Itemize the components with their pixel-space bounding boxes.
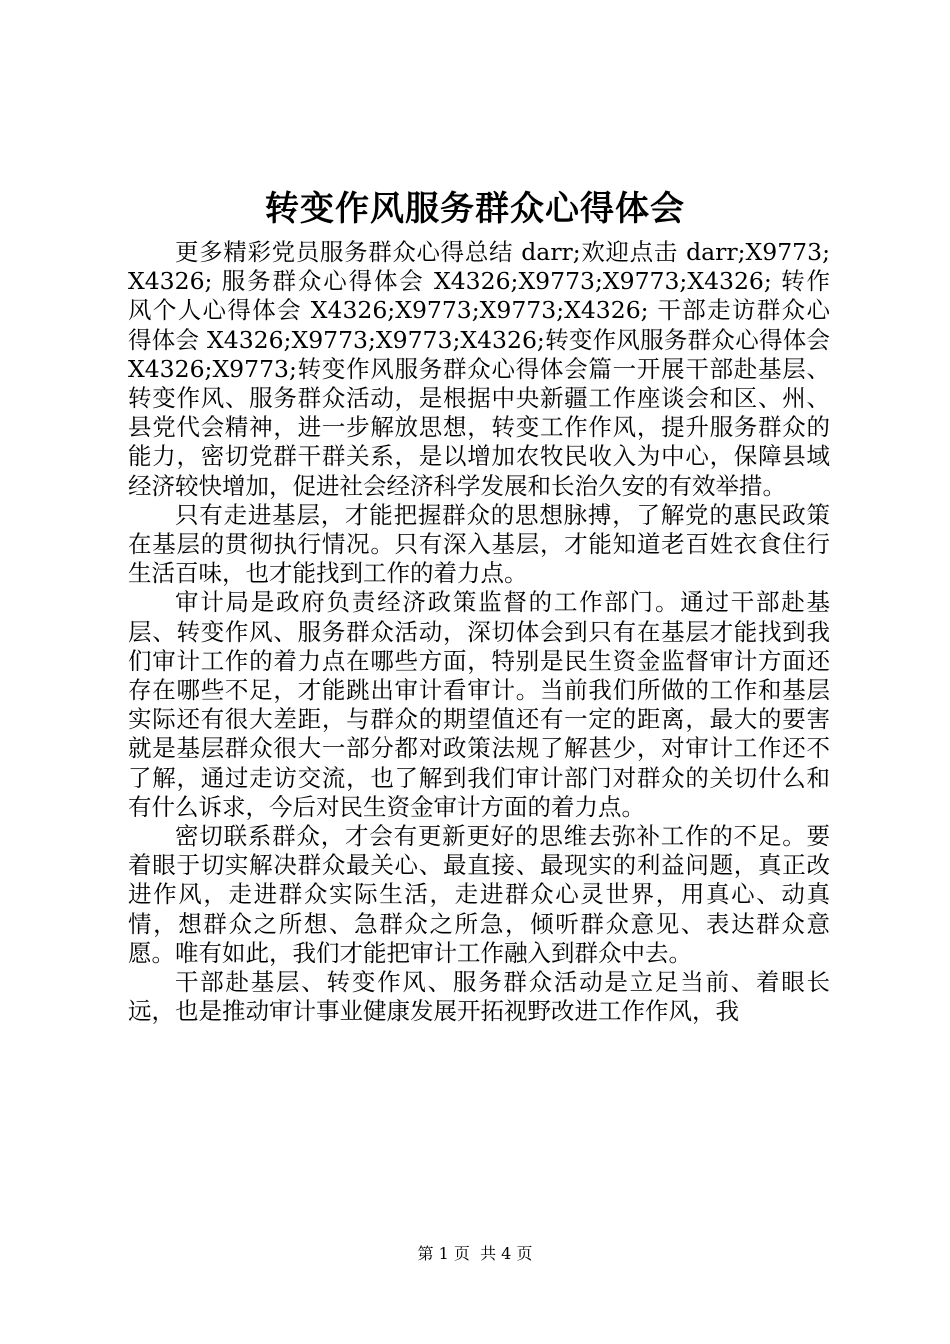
document-body [128,238,830,1026]
page-footer [0,1243,950,1265]
paragraph-contact-masses: 密切联系群众，才会有更新更好的思维去弥补工作的不足。要着眼于切实解决群众最关心、最直接、最现实的利益问题，真正改进作风，走进群众实际生活，走进群众心灵世界，用真心、动真情，想群众之所想、急群众之所急，倾听群众意见、表达群众意愿。唯有如此，我们才能把审计工作融入到群众中去。 [128,822,830,967]
page-number: 第 1 页 [417,1244,470,1263]
paragraph-grassroots: 只有走进基层，才能把握群众的思想脉搏，了解党的惠民政策在基层的贯彻执行情况。只有深入基层，才能知道老百姓衣食住行生活百味，也才能找到工作的着力点。 [128,500,830,588]
paragraph-activity: 干部赴基层、转变作风、服务群众活动是立足当前、着眼长远，也是推动审计事业健康发展开拓视野改进工作作风，我 [128,968,830,1026]
document-title: 转变作风服务群众心得体会 [265,189,685,229]
paragraph-audit-bureau: 审计局是政府负责经济政策监督的工作部门。通过干部赴基层、转变作风、服务群众活动，深切体会到只有在基层才能找到我们审计工作的着力点在哪些方面，特别是民生资金监督审计方面还存在哪些不足，才能跳出审计看审计。当前我们所做的工作和基层实际还有很大差距，与群众的期望值还有一定的距离，最大的要害就是基层群众很大一部分都对政策法规了解甚少，对审计工作还不了解，通过走访交流，也了解到我们审计部门对群众的关切什么和有什么诉求，今后对民生资金审计方面的着力点。 [128,588,830,821]
paragraph-intro: 更多精彩党员服务群众心得总结 darr;欢迎点击 darr;X9773;X4326; 服务群众心得体会 X4326;X9773;X9773;X4326; 转作风个人心得体会 X4326;X9773;X9773;X4326; 干部走访群众心得体会 X4326;X9773;X9773;X4326;转变作风服务群众心得体会 X4326;X9773;转变作风服务群众心得体会篇一开展干部赴基层、转变作风、服务群众活动，是根据中央新疆工作座谈会和区、州、县党代会精神，进一步解放思想，转变工作作风，提升服务群众的能力，密切党群干群关系，是以增加农牧民收入为中心，保障县域经济较快增加，促进社会经济科学发展和长治久安的有效举措。 [128,238,830,500]
page-total: 共 4 页 [480,1244,533,1263]
